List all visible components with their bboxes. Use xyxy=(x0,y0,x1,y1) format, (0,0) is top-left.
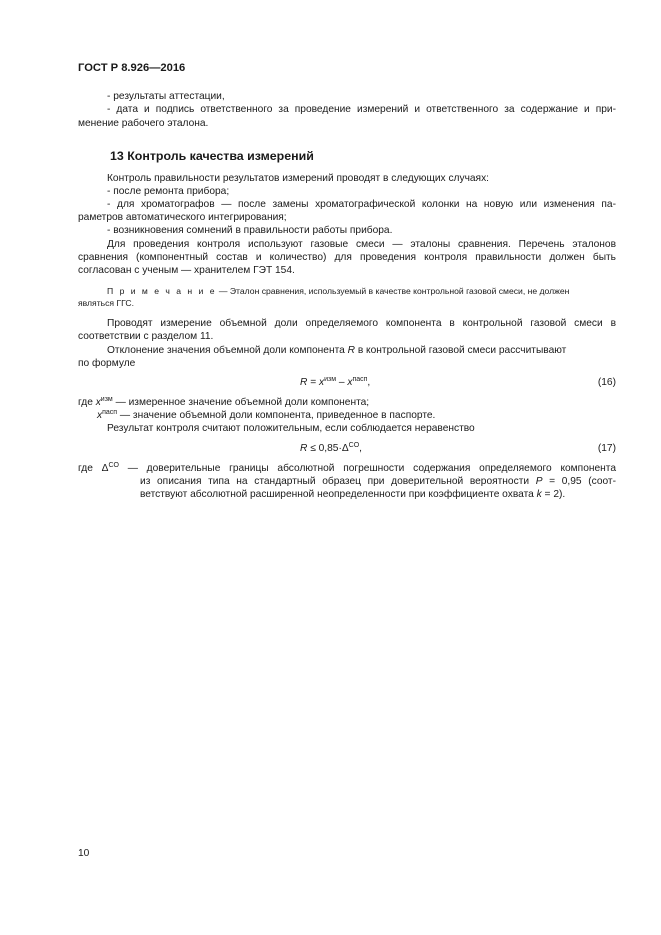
page-number: 10 xyxy=(78,848,90,859)
list-item: - результаты аттестации, xyxy=(107,91,225,102)
list-item: - дата и подпись ответственного за проведение измерений и ответственного за содержание и при- xyxy=(107,104,616,115)
formula-16: $R = x^{изм} - x^{пасп}$, xyxy=(300,376,371,388)
where-line: ветствуют абсолютной расширенной неопределенности при коэффициенте охвата k = 2). xyxy=(140,489,566,500)
paragraph: Контроль правильности результатов измерений проводят в следующих случаях: xyxy=(107,173,489,184)
list-item-continuation: раметров автоматического интегрирования; xyxy=(78,212,287,223)
paragraph: Результат контроля считают положительным, если соблюдается неравенство xyxy=(107,423,475,434)
paragraph: по формуле xyxy=(78,358,136,369)
note-continuation: являться ГГС. xyxy=(78,298,134,308)
where-line: $x^{пасп}$ — значение объемной доли компонента, приведенное в паспорте. xyxy=(97,409,436,421)
formula-number: (16) xyxy=(597,377,616,388)
note-label: П р и м е ч а н и е xyxy=(107,286,217,296)
paragraph: Проводят измерение объемной доли определяемого компонента в контрольной газовой смеси в xyxy=(107,318,616,329)
paragraph: Для проведения контроля используют газовые смеси — эталоны сравнения. Перечень эталонов xyxy=(107,239,616,250)
section-title: 13 Контроль качества измерений xyxy=(110,149,314,163)
note-text: — Эталон сравнения, используемый в качестве контрольной газовой смеси, не должен xyxy=(216,286,570,296)
list-item: - для хроматографов — после замены хроматографической колонки на новую или изменения па- xyxy=(107,199,616,210)
where-line: где $x^{изм}$ — измеренное значение объемной доли компонента; xyxy=(78,396,370,408)
paragraph: согласован с ученым — хранителем ГЭТ 154. xyxy=(78,265,295,276)
document-header: ГОСТ Р 8.926—2016 xyxy=(78,62,186,74)
paragraph: соответствии с разделом 11. xyxy=(78,331,214,342)
list-item: - после ремонта прибора; xyxy=(107,186,230,197)
formula-number: (17) xyxy=(597,443,616,454)
where-line: из описания типа на стандартный образец при доверительной вероятности P = 0,95 (соот- xyxy=(140,476,616,487)
paragraph: сравнения (компонентный состав и количество) для проведения контроля правильности должен быть xyxy=(78,252,616,263)
note xyxy=(107,285,569,298)
formula-17: $R \le 0,85\cdot\Delta^{CO}$, xyxy=(300,442,362,454)
list-item: - возникновения сомнений в правильности работы прибора. xyxy=(107,225,393,236)
paragraph: Отклонение значения объемной доли компонента R в контрольной газовой смеси рассчитывают xyxy=(107,345,567,356)
where-line: где $\Delta^{CO}$ — доверительные границы абсолютной погрешности содержания определяемого компонента xyxy=(78,462,616,474)
list-item-continuation: менение рабочего эталона. xyxy=(78,118,209,129)
